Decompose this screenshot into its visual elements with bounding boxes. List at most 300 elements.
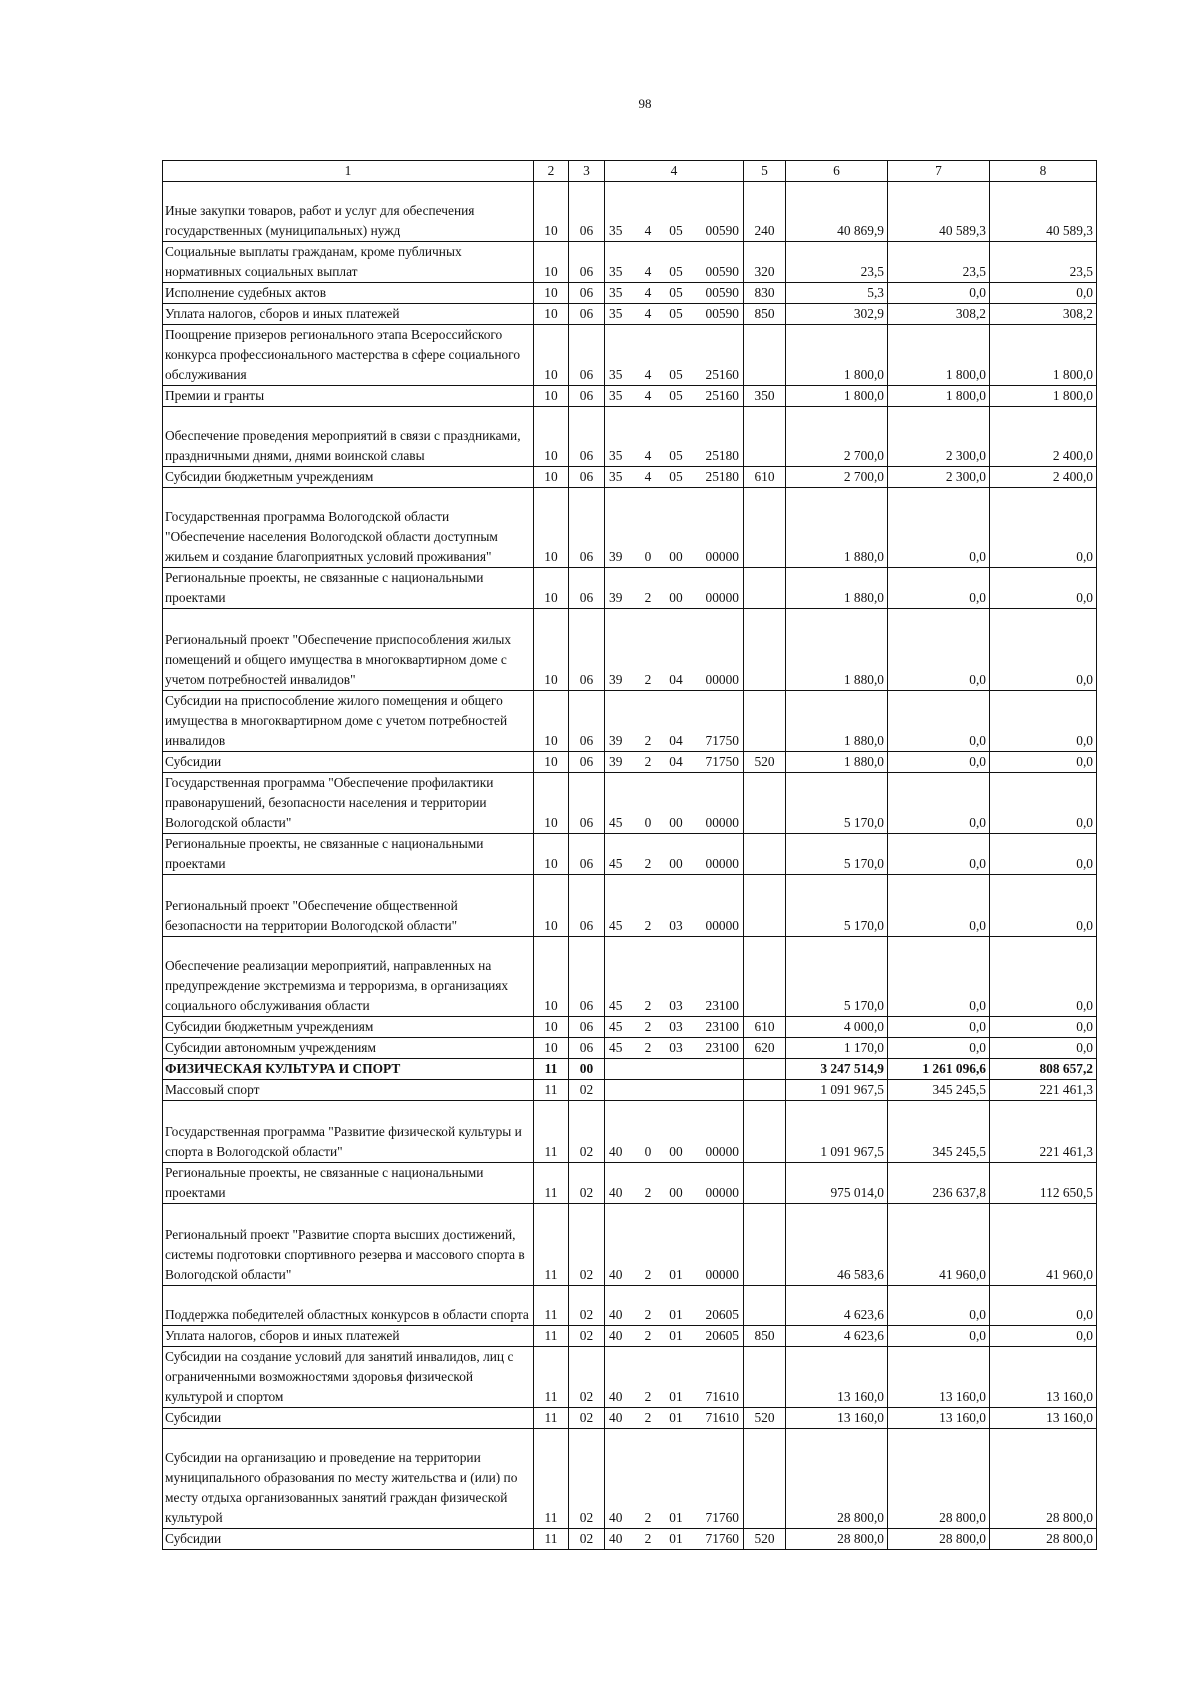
- row-name-cell: Региональные проекты, не связанные с национальными проектами: [163, 568, 534, 609]
- table-row: [163, 568, 1097, 609]
- target-article-part: 4: [644, 388, 652, 403]
- target-article-cell: [605, 1529, 744, 1550]
- amount-col8-cell: 0,0: [990, 875, 1097, 937]
- row-name-cell: Субсидии на создание условий для занятий инвалидов, лиц с ограниченными возможностями здоровья физической культурой и спортом: [163, 1347, 534, 1408]
- amount-col7-cell: 28 800,0: [888, 1529, 990, 1550]
- amount-col8-cell: 0,0: [990, 834, 1097, 875]
- target-article-part: 05: [669, 388, 683, 403]
- table-row: [163, 1286, 1097, 1326]
- subsection-code-cell: 06: [569, 488, 605, 568]
- section-code-cell: 10: [534, 1038, 569, 1059]
- section-code-cell: 10: [534, 752, 569, 773]
- row-name-cell: Субсидии бюджетным учреждениям: [163, 1017, 534, 1038]
- section-code-cell: 10: [534, 488, 569, 568]
- amount-col8-cell: 0,0: [990, 937, 1097, 1017]
- target-article-part: 40: [609, 1144, 623, 1159]
- subsection-code-cell: 02: [569, 1429, 605, 1529]
- amount-col8-cell: 1 800,0: [990, 325, 1097, 386]
- amount-col6-cell: 40 869,9: [786, 182, 888, 242]
- amount-col8-cell: 28 800,0: [990, 1529, 1097, 1550]
- table-row: [163, 407, 1097, 467]
- section-code-cell: 10: [534, 691, 569, 752]
- row-name-cell: ФИЗИЧЕСКАЯ КУЛЬТУРА И СПОРТ: [163, 1059, 534, 1080]
- subsection-code-cell: 02: [569, 1408, 605, 1429]
- section-code-cell: 11: [534, 1163, 569, 1204]
- target-article-part: 00000: [705, 549, 739, 564]
- section-code-cell: 10: [534, 875, 569, 937]
- target-article-part: 00590: [705, 264, 739, 279]
- amount-col8-cell: 0,0: [990, 488, 1097, 568]
- section-code-cell: 11: [534, 1529, 569, 1550]
- amount-col7-cell: 1 800,0: [888, 386, 990, 407]
- amount-col8-cell: 0,0: [990, 609, 1097, 691]
- table-row: [163, 1529, 1097, 1550]
- target-article-part: 00590: [705, 223, 739, 238]
- amount-col6-cell: 1 880,0: [786, 609, 888, 691]
- target-article-part: 0: [644, 1144, 652, 1159]
- subsection-code-cell: 06: [569, 609, 605, 691]
- target-article-part: 05: [669, 285, 683, 300]
- amount-col8-cell: 13 160,0: [990, 1408, 1097, 1429]
- amount-col6-cell: 28 800,0: [786, 1429, 888, 1529]
- target-article-part: 4: [644, 264, 652, 279]
- amount-col6-cell: 1 880,0: [786, 488, 888, 568]
- amount-col6-cell: 1 800,0: [786, 386, 888, 407]
- target-article-part: 00590: [705, 285, 739, 300]
- section-code-cell: 10: [534, 242, 569, 283]
- target-article-part: 40: [609, 1410, 623, 1425]
- expense-type-cell: [744, 407, 786, 467]
- expense-type-cell: [744, 488, 786, 568]
- row-name-cell: Иные закупки товаров, работ и услуг для обеспечения государственных (муниципальных) нужд: [163, 182, 534, 242]
- target-article-cell: [605, 1080, 744, 1101]
- table-row: [163, 1347, 1097, 1408]
- table-row: [163, 304, 1097, 325]
- expense-type-cell: 240: [744, 182, 786, 242]
- section-code-cell: 11: [534, 1326, 569, 1347]
- amount-col6-cell: 13 160,0: [786, 1408, 888, 1429]
- amount-col8-cell: 0,0: [990, 283, 1097, 304]
- target-article-cell: [605, 1347, 744, 1408]
- amount-col7-cell: 0,0: [888, 752, 990, 773]
- target-article-cell: [605, 1017, 744, 1038]
- target-article-part: 2: [644, 1185, 652, 1200]
- target-article-part: 35: [609, 306, 623, 321]
- expense-type-cell: 610: [744, 467, 786, 488]
- target-article-part: 4: [644, 448, 652, 463]
- subsection-code-cell: 06: [569, 467, 605, 488]
- amount-col6-cell: 46 583,6: [786, 1204, 888, 1286]
- table-row: [163, 773, 1097, 834]
- target-article-part: 03: [669, 918, 683, 933]
- amount-col6-cell: 4 000,0: [786, 1017, 888, 1038]
- amount-col7-cell: 28 800,0: [888, 1429, 990, 1529]
- subsection-code-cell: 06: [569, 834, 605, 875]
- target-article-part: 00590: [705, 306, 739, 321]
- table-row: [163, 691, 1097, 752]
- subsection-code-cell: 06: [569, 875, 605, 937]
- expense-type-cell: [744, 1059, 786, 1080]
- target-article-part: 25180: [705, 469, 739, 484]
- target-article-part: 40: [609, 1185, 623, 1200]
- target-article-part: 45: [609, 856, 623, 871]
- subsection-code-cell: 02: [569, 1529, 605, 1550]
- table-row: [163, 1163, 1097, 1204]
- row-name-cell: Субсидии: [163, 1529, 534, 1550]
- amount-col6-cell: 2 700,0: [786, 467, 888, 488]
- target-article-part: 00: [669, 1185, 683, 1200]
- target-article-part: 2: [644, 1389, 652, 1404]
- target-article-cell: [605, 1408, 744, 1429]
- table-row: [163, 1017, 1097, 1038]
- target-article-part: 00: [669, 590, 683, 605]
- target-article-part: 01: [669, 1510, 683, 1525]
- expense-type-cell: 520: [744, 1529, 786, 1550]
- target-article-cell: [605, 1286, 744, 1326]
- target-article-part: 00000: [705, 918, 739, 933]
- amount-col7-cell: 0,0: [888, 488, 990, 568]
- table-row: [163, 1038, 1097, 1059]
- header-cell: 5: [744, 161, 786, 182]
- amount-col6-cell: 1 880,0: [786, 752, 888, 773]
- amount-col6-cell: 1 091 967,5: [786, 1101, 888, 1163]
- section-code-cell: 11: [534, 1286, 569, 1326]
- target-article-part: 71750: [705, 754, 739, 769]
- target-article-part: 35: [609, 223, 623, 238]
- target-article-part: 00000: [705, 856, 739, 871]
- table-row: [163, 283, 1097, 304]
- target-article-part: 01: [669, 1307, 683, 1322]
- expense-type-cell: [744, 325, 786, 386]
- amount-col6-cell: 4 623,6: [786, 1286, 888, 1326]
- table-row: [163, 1429, 1097, 1529]
- target-article-part: 4: [644, 223, 652, 238]
- target-article-part: 00: [669, 815, 683, 830]
- table-row: [163, 386, 1097, 407]
- target-article-cell: [605, 752, 744, 773]
- target-article-cell: [605, 386, 744, 407]
- table-row: [163, 834, 1097, 875]
- target-article-part: 2: [644, 1531, 652, 1546]
- subsection-code-cell: 02: [569, 1204, 605, 1286]
- amount-col8-cell: 808 657,2: [990, 1059, 1097, 1080]
- amount-col7-cell: 2 300,0: [888, 407, 990, 467]
- header-cell: 4: [605, 161, 744, 182]
- target-article-part: 2: [644, 1267, 652, 1282]
- target-article-part: 23100: [705, 998, 739, 1013]
- amount-col6-cell: 1 880,0: [786, 691, 888, 752]
- target-article-part: 01: [669, 1531, 683, 1546]
- target-article-part: 2: [644, 754, 652, 769]
- target-article-part: 00000: [705, 590, 739, 605]
- target-article-part: 0: [644, 549, 652, 564]
- subsection-code-cell: 06: [569, 304, 605, 325]
- section-code-cell: 10: [534, 773, 569, 834]
- amount-col7-cell: 13 160,0: [888, 1408, 990, 1429]
- row-name-cell: Субсидии на организацию и проведение на территории муниципального образования по месту жительства и (или) по месту отдыха организованных занятий граждан физической культурой: [163, 1429, 534, 1529]
- row-name-cell: Исполнение судебных актов: [163, 283, 534, 304]
- target-article-part: 2: [644, 590, 652, 605]
- amount-col6-cell: 302,9: [786, 304, 888, 325]
- section-code-cell: 10: [534, 407, 569, 467]
- section-code-cell: 11: [534, 1101, 569, 1163]
- table-row: [163, 875, 1097, 937]
- target-article-part: 05: [669, 367, 683, 382]
- target-article-part: 25180: [705, 448, 739, 463]
- table-row: [163, 1080, 1097, 1101]
- row-name-cell: Государственная программа Вологодской области "Обеспечение населения Вологодской области доступным жильем и создание благоприятных условий проживания": [163, 488, 534, 568]
- subsection-code-cell: 02: [569, 1326, 605, 1347]
- amount-col7-cell: 0,0: [888, 875, 990, 937]
- amount-col8-cell: 0,0: [990, 752, 1097, 773]
- target-article-part: 40: [609, 1328, 623, 1343]
- target-article-part: 2: [644, 918, 652, 933]
- amount-col6-cell: 1 800,0: [786, 325, 888, 386]
- expense-type-cell: [744, 1080, 786, 1101]
- table-row: [163, 1326, 1097, 1347]
- expense-type-cell: [744, 1347, 786, 1408]
- target-article-cell: [605, 568, 744, 609]
- section-code-cell: 11: [534, 1347, 569, 1408]
- target-article-part: 25160: [705, 367, 739, 382]
- amount-col7-cell: 40 589,3: [888, 182, 990, 242]
- target-article-part: 35: [609, 367, 623, 382]
- amount-col8-cell: 2 400,0: [990, 407, 1097, 467]
- subsection-code-cell: 06: [569, 242, 605, 283]
- expense-type-cell: [744, 1101, 786, 1163]
- amount-col6-cell: 1 091 967,5: [786, 1080, 888, 1101]
- target-article-part: 2: [644, 733, 652, 748]
- target-article-part: 40: [609, 1531, 623, 1546]
- row-name-cell: Региональные проекты, не связанные с национальными проектами: [163, 1163, 534, 1204]
- subsection-code-cell: 06: [569, 773, 605, 834]
- expense-type-cell: [744, 875, 786, 937]
- subsection-code-cell: 06: [569, 407, 605, 467]
- amount-col6-cell: 2 700,0: [786, 407, 888, 467]
- target-article-cell: [605, 407, 744, 467]
- amount-col8-cell: 221 461,3: [990, 1101, 1097, 1163]
- target-article-part: 04: [669, 672, 683, 687]
- target-article-part: 23100: [705, 1019, 739, 1034]
- subsection-code-cell: 06: [569, 325, 605, 386]
- target-article-part: 35: [609, 448, 623, 463]
- target-article-part: 71610: [705, 1410, 739, 1425]
- amount-col7-cell: 1 800,0: [888, 325, 990, 386]
- amount-col7-cell: 308,2: [888, 304, 990, 325]
- target-article-cell: [605, 1059, 744, 1080]
- expense-type-cell: [744, 691, 786, 752]
- target-article-part: 45: [609, 998, 623, 1013]
- target-article-part: 71760: [705, 1510, 739, 1525]
- target-article-part: 45: [609, 1019, 623, 1034]
- target-article-part: 2: [644, 1019, 652, 1034]
- table-row: [163, 937, 1097, 1017]
- amount-col7-cell: 345 245,5: [888, 1101, 990, 1163]
- expense-type-cell: 520: [744, 1408, 786, 1429]
- target-article-part: 2: [644, 1307, 652, 1322]
- amount-col7-cell: 236 637,8: [888, 1163, 990, 1204]
- expense-type-cell: [744, 1163, 786, 1204]
- amount-col7-cell: 1 261 096,6: [888, 1059, 990, 1080]
- amount-col6-cell: 4 623,6: [786, 1326, 888, 1347]
- expense-type-cell: [744, 1286, 786, 1326]
- header-cell: 6: [786, 161, 888, 182]
- amount-col6-cell: 28 800,0: [786, 1529, 888, 1550]
- amount-col8-cell: 0,0: [990, 1017, 1097, 1038]
- amount-col7-cell: 0,0: [888, 1326, 990, 1347]
- target-article-part: 03: [669, 1040, 683, 1055]
- amount-col8-cell: 308,2: [990, 304, 1097, 325]
- target-article-part: 40: [609, 1307, 623, 1322]
- target-article-cell: [605, 1038, 744, 1059]
- table-row: [163, 1059, 1097, 1080]
- target-article-cell: [605, 1204, 744, 1286]
- target-article-cell: [605, 1163, 744, 1204]
- section-code-cell: 10: [534, 304, 569, 325]
- target-article-cell: [605, 325, 744, 386]
- section-code-cell: 10: [534, 182, 569, 242]
- amount-col8-cell: 221 461,3: [990, 1080, 1097, 1101]
- subsection-code-cell: 06: [569, 568, 605, 609]
- target-article-part: 2: [644, 856, 652, 871]
- amount-col8-cell: 28 800,0: [990, 1429, 1097, 1529]
- row-name-cell: Обеспечение проведения мероприятий в связи с праздниками, праздничными днями, днями воинской славы: [163, 407, 534, 467]
- table-row: [163, 488, 1097, 568]
- target-article-part: 20605: [705, 1307, 739, 1322]
- subsection-code-cell: 06: [569, 937, 605, 1017]
- table-row: [163, 1101, 1097, 1163]
- target-article-part: 04: [669, 754, 683, 769]
- expense-type-cell: [744, 1204, 786, 1286]
- amount-col7-cell: 0,0: [888, 1286, 990, 1326]
- amount-col7-cell: 0,0: [888, 283, 990, 304]
- section-code-cell: 10: [534, 609, 569, 691]
- target-article-part: 39: [609, 733, 623, 748]
- target-article-part: 39: [609, 672, 623, 687]
- target-article-cell: [605, 1429, 744, 1529]
- target-article-part: 00: [669, 856, 683, 871]
- target-article-part: 40: [609, 1510, 623, 1525]
- target-article-part: 05: [669, 223, 683, 238]
- target-article-part: 00000: [705, 1185, 739, 1200]
- target-article-cell: [605, 467, 744, 488]
- expense-type-cell: 520: [744, 752, 786, 773]
- row-name-cell: Поддержка победителей областных конкурсов в области спорта: [163, 1286, 534, 1326]
- row-name-cell: Социальные выплаты гражданам, кроме публичных нормативных социальных выплат: [163, 242, 534, 283]
- subsection-code-cell: 06: [569, 182, 605, 242]
- target-article-cell: [605, 488, 744, 568]
- amount-col6-cell: 5 170,0: [786, 773, 888, 834]
- target-article-part: 00000: [705, 672, 739, 687]
- target-article-part: 23100: [705, 1040, 739, 1055]
- target-article-cell: [605, 875, 744, 937]
- row-name-cell: Государственная программа "Обеспечение профилактики правонарушений, безопасности населения и территории Вологодской области": [163, 773, 534, 834]
- amount-col8-cell: 112 650,5: [990, 1163, 1097, 1204]
- amount-col7-cell: 0,0: [888, 1017, 990, 1038]
- amount-col6-cell: 23,5: [786, 242, 888, 283]
- subsection-code-cell: 06: [569, 691, 605, 752]
- row-name-cell: Обеспечение реализации мероприятий, направленных на предупреждение экстремизма и терроризма, в организациях социального обслуживания области: [163, 937, 534, 1017]
- target-article-part: 04: [669, 733, 683, 748]
- amount-col8-cell: 0,0: [990, 1286, 1097, 1326]
- amount-col8-cell: 41 960,0: [990, 1204, 1097, 1286]
- target-article-part: 2: [644, 1328, 652, 1343]
- target-article-part: 35: [609, 264, 623, 279]
- table-row: [163, 242, 1097, 283]
- target-article-part: 40: [609, 1267, 623, 1282]
- row-name-cell: Массовый спорт: [163, 1080, 534, 1101]
- table-row: [163, 467, 1097, 488]
- target-article-part: 05: [669, 469, 683, 484]
- amount-col7-cell: 0,0: [888, 773, 990, 834]
- target-article-part: 45: [609, 1040, 623, 1055]
- target-article-part: 71760: [705, 1531, 739, 1546]
- target-article-part: 05: [669, 264, 683, 279]
- section-code-cell: 10: [534, 834, 569, 875]
- amount-col8-cell: 1 800,0: [990, 386, 1097, 407]
- section-code-cell: 10: [534, 386, 569, 407]
- section-code-cell: 10: [534, 1017, 569, 1038]
- expense-type-cell: 850: [744, 304, 786, 325]
- table-row: [163, 752, 1097, 773]
- header-cell: 1: [163, 161, 534, 182]
- target-article-part: 00000: [705, 1144, 739, 1159]
- amount-col7-cell: 2 300,0: [888, 467, 990, 488]
- target-article-part: 01: [669, 1389, 683, 1404]
- target-article-part: 35: [609, 388, 623, 403]
- target-article-cell: [605, 773, 744, 834]
- table-row: [163, 609, 1097, 691]
- row-name-cell: Субсидии бюджетным учреждениям: [163, 467, 534, 488]
- row-name-cell: Уплата налогов, сборов и иных платежей: [163, 1326, 534, 1347]
- subsection-code-cell: 02: [569, 1080, 605, 1101]
- target-article-cell: [605, 937, 744, 1017]
- amount-col8-cell: 2 400,0: [990, 467, 1097, 488]
- target-article-part: 45: [609, 918, 623, 933]
- header-cell: 2: [534, 161, 569, 182]
- subsection-code-cell: 06: [569, 1038, 605, 1059]
- target-article-cell: [605, 1326, 744, 1347]
- row-name-cell: Субсидии на приспособление жилого помещения и общего имущества в многоквартирном доме с учетом потребностей инвалидов: [163, 691, 534, 752]
- amount-col7-cell: 0,0: [888, 568, 990, 609]
- target-article-part: 0: [644, 815, 652, 830]
- target-article-part: 03: [669, 1019, 683, 1034]
- amount-col7-cell: 0,0: [888, 609, 990, 691]
- amount-col7-cell: 41 960,0: [888, 1204, 990, 1286]
- table-row: [163, 1408, 1097, 1429]
- section-code-cell: 10: [534, 325, 569, 386]
- subsection-code-cell: 02: [569, 1163, 605, 1204]
- expense-type-cell: 850: [744, 1326, 786, 1347]
- section-code-cell: 11: [534, 1429, 569, 1529]
- target-article-cell: [605, 691, 744, 752]
- expense-type-cell: [744, 1429, 786, 1529]
- target-article-cell: [605, 182, 744, 242]
- subsection-code-cell: 02: [569, 1286, 605, 1326]
- header-cell: 7: [888, 161, 990, 182]
- target-article-part: 2: [644, 1040, 652, 1055]
- amount-col8-cell: 0,0: [990, 568, 1097, 609]
- subsection-code-cell: 06: [569, 1017, 605, 1038]
- target-article-part: 05: [669, 448, 683, 463]
- target-article-part: 39: [609, 590, 623, 605]
- target-article-part: 03: [669, 998, 683, 1013]
- section-code-cell: 10: [534, 568, 569, 609]
- target-article-part: 01: [669, 1267, 683, 1282]
- target-article-part: 05: [669, 306, 683, 321]
- row-name-cell: Государственная программа "Развитие физической культуры и спорта в Вологодской области": [163, 1101, 534, 1163]
- amount-col7-cell: 345 245,5: [888, 1080, 990, 1101]
